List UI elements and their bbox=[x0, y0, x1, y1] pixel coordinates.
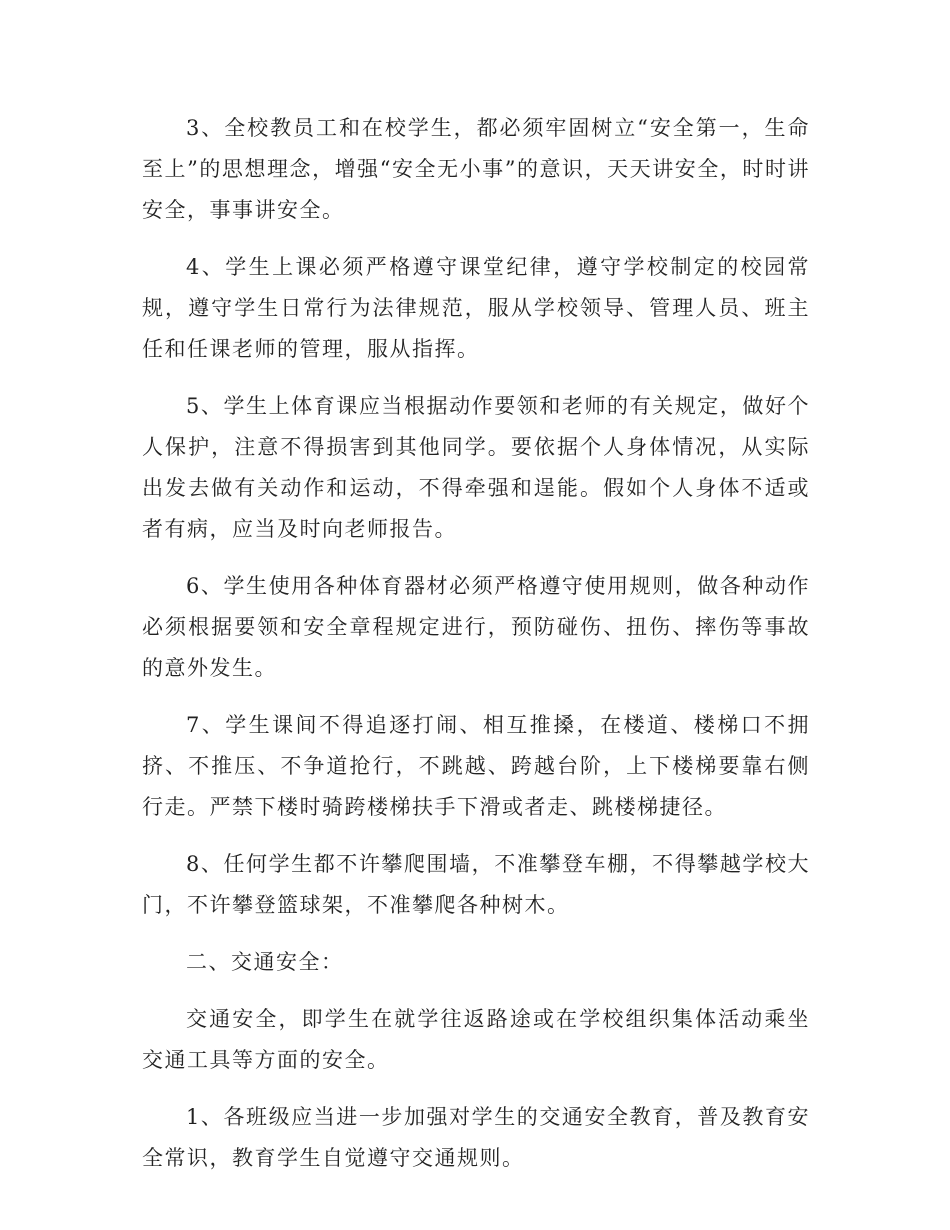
paragraph-item-4: 4、学生上课必须严格遵守课堂纪律，遵守学校制定的校园常规，遵守学生日常行为法律规范，服从学校领导、管理人员、班主任和任课老师的管理，服从指挥。 bbox=[142, 255, 810, 361]
paragraph-traffic-intro: 交通安全，即学生在就学往返路途或在学校组织集体活动乘坐交通工具等方面的安全。 bbox=[142, 1007, 810, 1072]
paragraph-item-6: 6、学生使用各种体育器材必须严格遵守使用规则，做各种动作必须根据要领和安全章程规定进行，预防碰伤、扭伤、摔伤等事故的意外发生。 bbox=[142, 574, 810, 680]
paragraph-item-3: 3、全校教员工和在校学生，都必须牢固树立“安全第一，生命至上”的思想理念，增强“安全无小事”的意识，天天讲安全，时时讲安全，事事讲安全。 bbox=[142, 116, 810, 222]
paragraph-item-7: 7、学生课间不得追逐打闹、相互推搡，在楼道、楼梯口不拥挤、不推压、不争道抢行，不跳越、跨越台阶，上下楼梯要靠右侧行走。严禁下楼时骑跨楼梯扶手下滑或者走、跳楼梯捷径。 bbox=[142, 713, 810, 819]
paragraph-item-8: 8、任何学生都不许攀爬围墙，不准攀登车棚，不得攀越学校大门，不许攀登篮球架，不准攀爬各种树木。 bbox=[142, 852, 810, 917]
paragraph-traffic-item-1: 1、各班级应当进一步加强对学生的交通安全教育，普及教育安全常识，教育学生自觉遵守交通规则。 bbox=[142, 1105, 810, 1170]
paragraph-item-5: 5、学生上体育课应当根据动作要领和老师的有关规定，做好个人保护，注意不得损害到其他同学。要依据个人身体情况，从实际出发去做有关动作和运动，不得牵强和逞能。假如个人身体不适或者有病，应当及时向老师报告。 bbox=[142, 394, 810, 541]
document-body bbox=[142, 108, 810, 1195]
section-heading-traffic-safety: 二、交通安全： bbox=[186, 950, 344, 974]
